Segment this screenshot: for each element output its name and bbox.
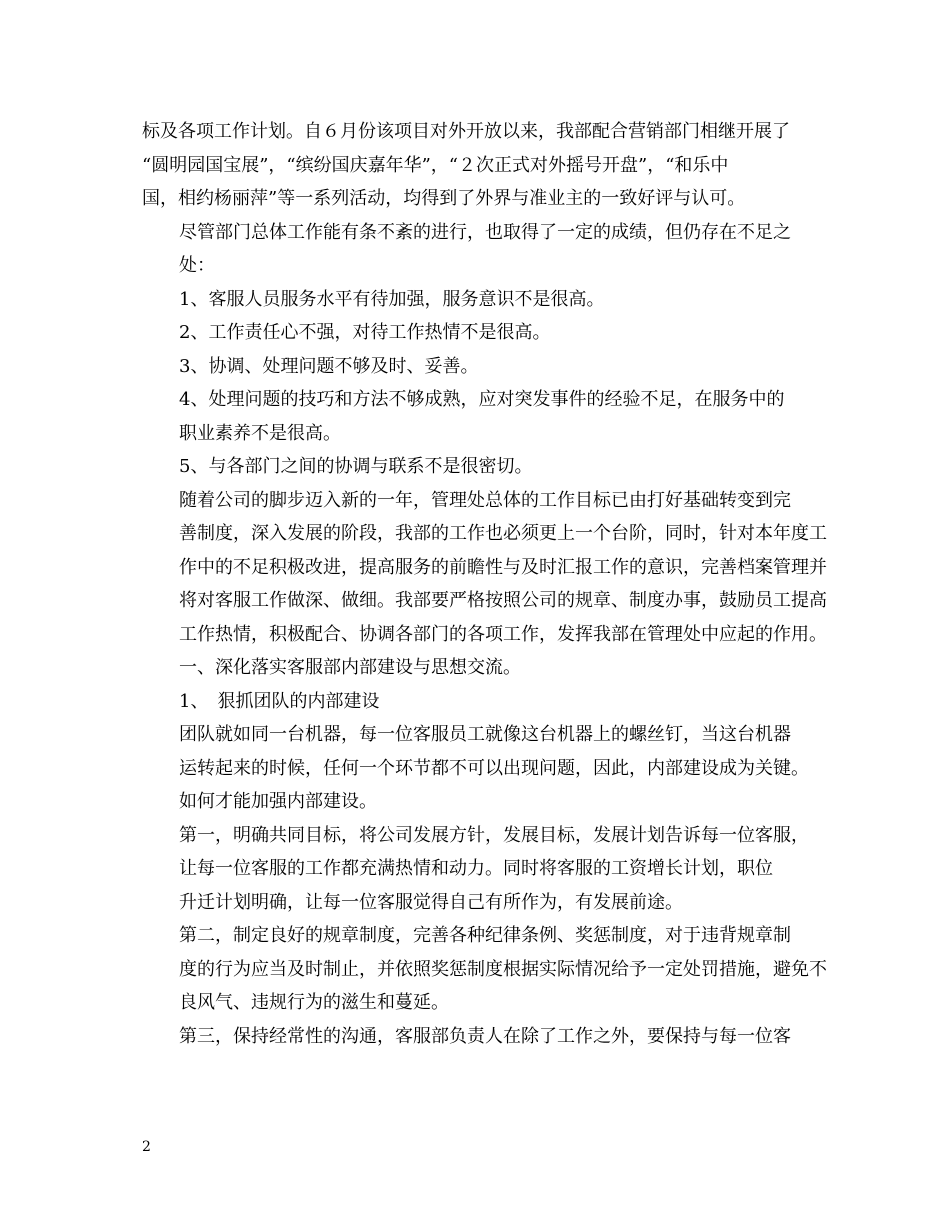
text-line: 国，相约杨丽萍”等一系列活动，均得到了外界与准业主的一致好评与认可。 [142,188,746,209]
text-line: 第一，明确共同目标，将公司发展方针，发展目标，发展计划告诉每一位客服， [179,824,809,846]
paragraph [142,785,812,819]
text-line: 1、客服人员服务水平有待加强，服务意识不是很高。 [179,288,605,310]
text-line: 随着公司的脚步迈入新的一年，管理处总体的工作目标已由打好基础转变到完 [179,489,791,511]
text-line: 让每一位客服的工作都充满热情和动力。同时将客服的工资增长计划，职位 [179,858,773,879]
text-line: 标及各项工作计划。自６月份该项目对外开放以来，我部配合营销部门相继开展了 [142,121,790,142]
text-line: 3、协调、处理问题不够及时、妥善。 [179,355,479,377]
page-number: 2 [142,1139,151,1155]
text-line: 作中的不足积极改进，提高服务的前瞻性与及时汇报工作的意识，完善档案管理并 [179,556,827,578]
text-line: 第三，保持经常性的沟通，客服部负责人在除了工作之外，要保持与每一位客 [179,1025,791,1047]
paragraph [142,383,812,450]
paragraph [142,685,812,719]
document-body [142,115,827,1053]
text-line: 尽管部门总体工作能有条不紊的进行，也取得了一定的成绩，但仍存在不足之 [179,221,791,243]
paragraph [142,484,827,652]
text-line: 处： [179,255,215,276]
text-line: 升迁计划明确，让每一位客服觉得自己有所作为，有发展前途。 [179,891,683,913]
paragraph [142,316,812,350]
text-line: 2、工作责任心不强，对待工作热情不是很高。 [179,322,551,343]
paragraph [142,115,812,216]
text-line: 良风气、违规行为的滋生和蔓延。 [179,992,449,1013]
paragraph [142,350,812,384]
paragraph [142,450,812,484]
paragraph [142,283,812,317]
text-line: 工作热情，积极配合、协调各部门的各项工作，发挥我部在管理处中应起的作用。 [179,623,827,645]
text-line: 度的行为应当及时制止，并依照奖惩制度根据实际情况给予一定处罚措施，避免不 [179,958,827,980]
text-line: 第二，制定良好的规章制度，完善各种纪律条例、奖惩制度，对于违背规章制 [179,925,791,946]
paragraph [142,919,827,1020]
text-line: 4、处理问题的技巧和方法不够成熟，应对突发事件的经验不足，在服务中的 [179,389,785,410]
text-line: 将对客服工作做深、做细。我部要严格按照公司的规章、制度办事，鼓励员工提高 [179,590,827,611]
text-line: 如何才能加强内部建设。 [179,791,377,812]
text-line: 1、 狠抓团队的内部建设 [179,690,380,712]
paragraph [142,886,812,920]
paragraph [142,1020,812,1054]
paragraph [142,718,812,785]
text-line: 团队就如同一台机器，每一位客服员工就像这台机器上的螺丝钉，当这台机器 [179,724,791,745]
paragraph [142,819,812,886]
paragraph [142,216,812,283]
text-line: 职业素养不是很高。 [179,422,341,444]
text-line: 一、深化落实客服部内部建设与思想交流。 [179,657,521,678]
text-line: 善制度，深入发展的阶段，我部的工作也必须更上一个台阶，同时，针对本年度工 [179,523,827,544]
text-line: 运转起来的时候，任何一个环节都不可以出现问题，因此，内部建设成为关键。 [179,757,809,779]
paragraph [142,651,812,685]
text-line: 5、与各部门之间的协调与联系不是很密切。 [179,456,533,477]
text-line: “圆明园国宝展”，“缤纷国庆嘉年华”，“２次正式对外摇号开盘”，“和乐中 [142,154,729,176]
